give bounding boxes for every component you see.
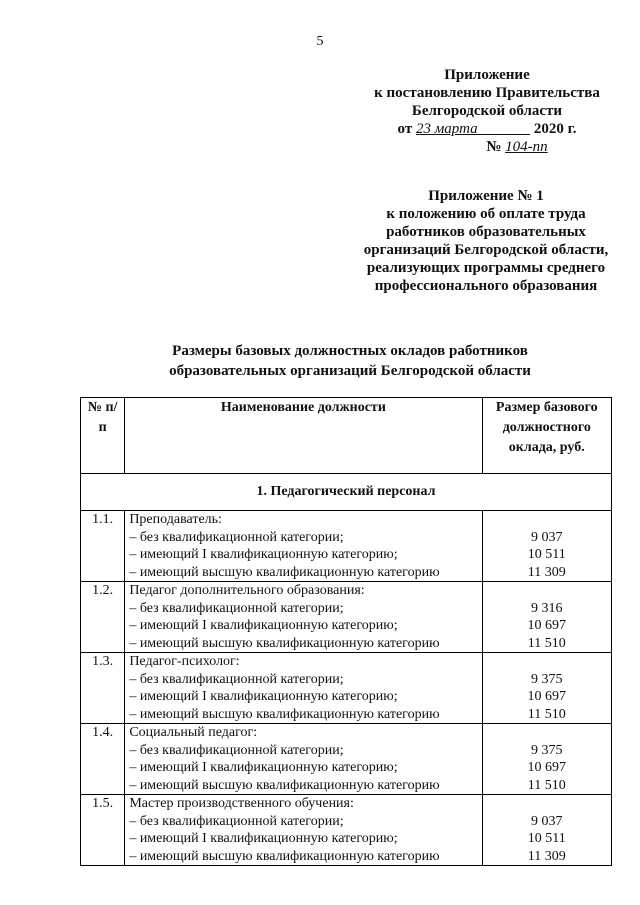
date-year: 2020 г. <box>533 121 577 137</box>
appendix-header <box>352 66 622 156</box>
appendix1-line: организаций Белгородской области, <box>363 242 609 258</box>
category-item: – без квалификационной категории; <box>129 742 344 758</box>
row-position <box>125 511 482 582</box>
appendix-number <box>352 138 622 156</box>
position-title: Мастер производственного обучения: <box>129 796 354 811</box>
row-salary <box>482 724 611 795</box>
position-title: Педагог дополнительного образования: <box>129 583 365 598</box>
salary-value: 10 697 <box>527 618 566 633</box>
table-row <box>81 653 612 724</box>
document-title <box>80 341 620 381</box>
salary-value: 11 510 <box>527 777 566 793</box>
position-title: Социальный педагог: <box>129 725 258 740</box>
appendix1-line: профессионального образования <box>374 278 598 294</box>
salary-value: 9 375 <box>531 671 563 687</box>
section-row <box>81 474 612 511</box>
table-row <box>81 582 612 653</box>
appendix-line: Белгородской области <box>411 103 563 119</box>
row-salary <box>482 511 611 582</box>
row-position <box>125 582 482 653</box>
row-number: 1.1. <box>81 511 125 582</box>
category-item: – имеющий высшую квалификационную категорию <box>129 848 440 864</box>
salary-value: 10 697 <box>527 689 566 704</box>
salary-value: 11 510 <box>527 635 566 651</box>
category-item: – без квалификационной категории; <box>129 813 344 829</box>
appendix1-line: к положению об оплате труда <box>386 206 586 222</box>
row-number: 1.5. <box>81 795 125 866</box>
category-item: – имеющий высшую квалификационную категорию <box>129 777 440 793</box>
title-line: Размеры базовых должностных окладов работников <box>172 343 528 359</box>
category-item: – без квалификационной категории; <box>129 529 344 545</box>
date-prefix: от <box>397 121 413 137</box>
category-item: – имеющий высшую квалификационную категорию <box>129 635 440 651</box>
row-salary <box>482 582 611 653</box>
row-position <box>125 724 482 795</box>
row-number: 1.3. <box>81 653 125 724</box>
appendix-line: Приложение <box>444 67 530 83</box>
header-salary: Размер базового должностного оклада, руб. <box>482 398 611 474</box>
section-title: 1. Педагогический персонал <box>81 474 612 511</box>
number-value: 104-пп <box>505 139 548 155</box>
category-item: – имеющий высшую квалификационную категорию <box>129 564 440 580</box>
date-underline <box>478 121 531 137</box>
salary-value: 9 037 <box>531 813 563 829</box>
date-value: 23 марта <box>415 121 478 137</box>
salary-value: 9 375 <box>531 742 563 758</box>
position-title: Преподаватель: <box>129 512 222 527</box>
appendix1-header <box>336 187 636 295</box>
appendix1-line: работников образовательных <box>386 224 586 240</box>
salary-value: 10 697 <box>527 760 566 775</box>
appendix1-line: Приложение № 1 <box>428 188 544 204</box>
category-item: – имеющий I квалификационную категорию; <box>129 689 398 704</box>
salary-value: 9 316 <box>531 600 563 616</box>
appendix-line: к постановлению Правительства <box>374 85 600 101</box>
category-item: – без квалификационной категории; <box>129 600 344 616</box>
title-line: образовательных организаций Белгородской области <box>169 363 531 379</box>
page-number: 5 <box>316 34 324 49</box>
salary-table <box>80 397 612 866</box>
number-prefix: № <box>486 139 502 155</box>
row-number: 1.2. <box>81 582 125 653</box>
category-item: – имеющий I квалификационную категорию; <box>129 547 398 562</box>
category-item: – имеющий I квалификационную категорию; <box>129 760 398 775</box>
category-item: – без квалификационной категории; <box>129 671 344 687</box>
table-row <box>81 795 612 866</box>
position-title: Педагог-психолог: <box>129 654 240 669</box>
salary-value: 10 511 <box>527 831 566 846</box>
salary-value: 10 511 <box>527 547 566 562</box>
appendix1-line: реализующих программы среднего <box>366 260 606 276</box>
salary-value: 9 037 <box>531 529 563 545</box>
table-row <box>81 511 612 582</box>
salary-value: 11 510 <box>527 706 566 722</box>
row-number: 1.4. <box>81 724 125 795</box>
category-item: – имеющий I квалификационную категорию; <box>129 618 398 633</box>
row-salary <box>482 653 611 724</box>
row-salary <box>482 795 611 866</box>
appendix-date <box>352 120 622 138</box>
category-item: – имеющий высшую квалификационную категорию <box>129 706 440 722</box>
table-row <box>81 724 612 795</box>
row-position <box>125 653 482 724</box>
salary-value: 11 309 <box>527 564 566 580</box>
row-position <box>125 795 482 866</box>
salary-value: 11 309 <box>527 848 566 864</box>
header-number: № п/п <box>81 398 125 474</box>
header-position: Наименование должности <box>125 398 482 474</box>
category-item: – имеющий I квалификационную категорию; <box>129 831 398 846</box>
